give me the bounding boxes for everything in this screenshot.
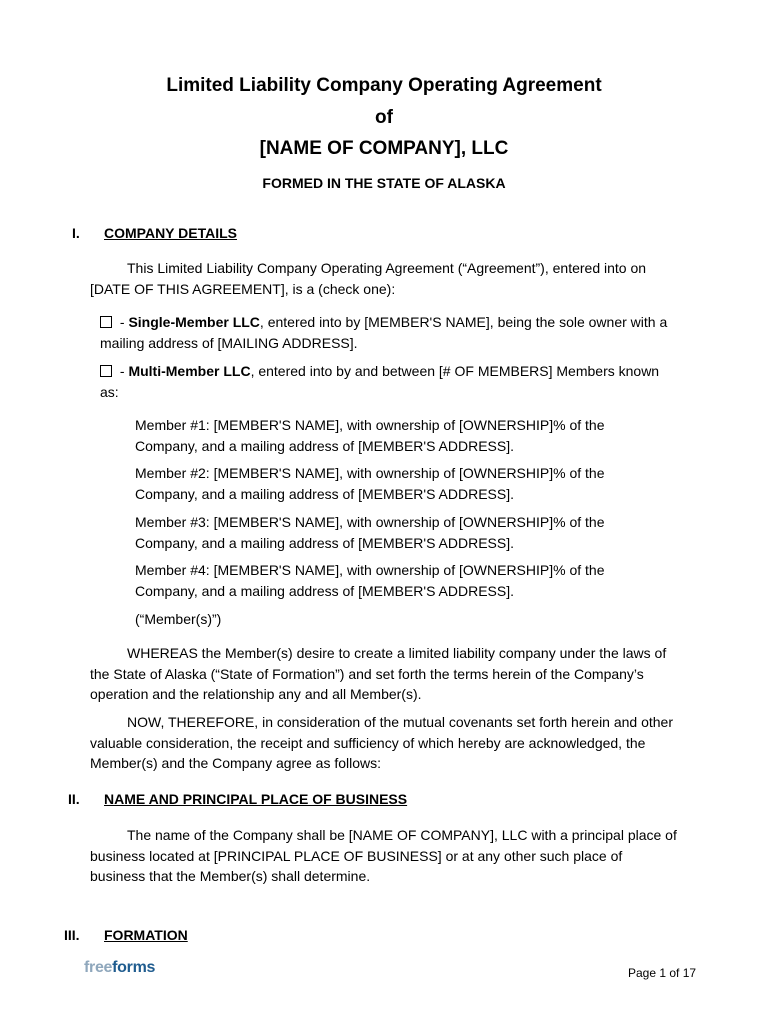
document-title-of: of (375, 107, 393, 128)
formation-state-subtitle: FORMED IN THE STATE OF ALASKA (262, 175, 506, 191)
section-number: II. (68, 791, 80, 807)
multi-member-option (100, 361, 680, 402)
section-title: NAME AND PRINCIPAL PLACE OF BUSINESS (104, 791, 408, 807)
section-title: FORMATION (104, 927, 188, 943)
section-number: I. (72, 225, 80, 241)
company-name-clause: The name of the Company shall be [NAME OF COMPANY], LLC with a principal place of business located at [PRINCIPAL PLACE OF BUSINESS] or at any other such place of business that the Member(s) shall determine. (90, 827, 677, 884)
member-entry: Member #3: [MEMBER'S NAME], with ownership of [OWNERSHIP]% of the Company, and a mailing address of [MEMBER'S ADDRESS]. (135, 514, 605, 551)
members-defined-term: (“Member(s)”) (135, 611, 222, 627)
multi-member-text: , entered into by and between [# OF MEMBERS] Members known as: (100, 363, 660, 400)
multi-member-checkbox[interactable] (100, 365, 112, 377)
logo-part-forms: forms (112, 959, 156, 976)
single-member-option (100, 312, 680, 353)
whereas-clause: WHEREAS the Member(s) desire to create a limited liability company under the laws of the State of Alaska (“State of Formation”) and set forth the terms herein of the Company’s operation and the relationship any and all Member(s). (90, 645, 667, 702)
section-title: COMPANY DETAILS (104, 225, 238, 241)
single-member-text: , entered into by [MEMBER'S NAME], being the sole owner with a mailing address of [MAILING ADDRESS]. (100, 314, 668, 351)
multi-member-label: Multi-Member LLC (128, 363, 251, 379)
option-separator: - (116, 363, 129, 379)
freeforms-logo[interactable] (84, 959, 155, 977)
single-member-checkbox[interactable] (100, 316, 112, 328)
company-name-title: [NAME OF COMPANY], LLC (259, 138, 509, 159)
single-member-label: Single-Member LLC (128, 314, 260, 330)
member-entry: Member #4: [MEMBER'S NAME], with ownership of [OWNERSHIP]% of the Company, and a mailing address of [MEMBER'S ADDRESS]. (135, 562, 605, 599)
section-number: III. (64, 927, 80, 943)
logo-part-free: free (84, 959, 113, 976)
option-separator: - (116, 314, 129, 330)
document-title: Limited Liability Company Operating Agreement (166, 75, 602, 96)
now-therefore-clause: NOW, THEREFORE, in consideration of the mutual covenants set forth herein and other valuable consideration, the receipt and sufficiency of which hereby are acknowledged, the Member(s) and the Company agree as follows: (90, 714, 674, 771)
member-entry: Member #1: [MEMBER'S NAME], with ownership of [OWNERSHIP]% of the Company, and a mailing address of [MEMBER'S ADDRESS]. (135, 417, 605, 454)
member-entry: Member #2: [MEMBER'S NAME], with ownership of [OWNERSHIP]% of the Company, and a mailing address of [MEMBER'S ADDRESS]. (135, 465, 605, 502)
page-number: Page 1 of 17 (628, 966, 697, 980)
agreement-intro: This Limited Liability Company Operating Agreement (“Agreement”), entered into on [DATE OF THIS AGREEMENT], is a (check one): (90, 260, 647, 297)
